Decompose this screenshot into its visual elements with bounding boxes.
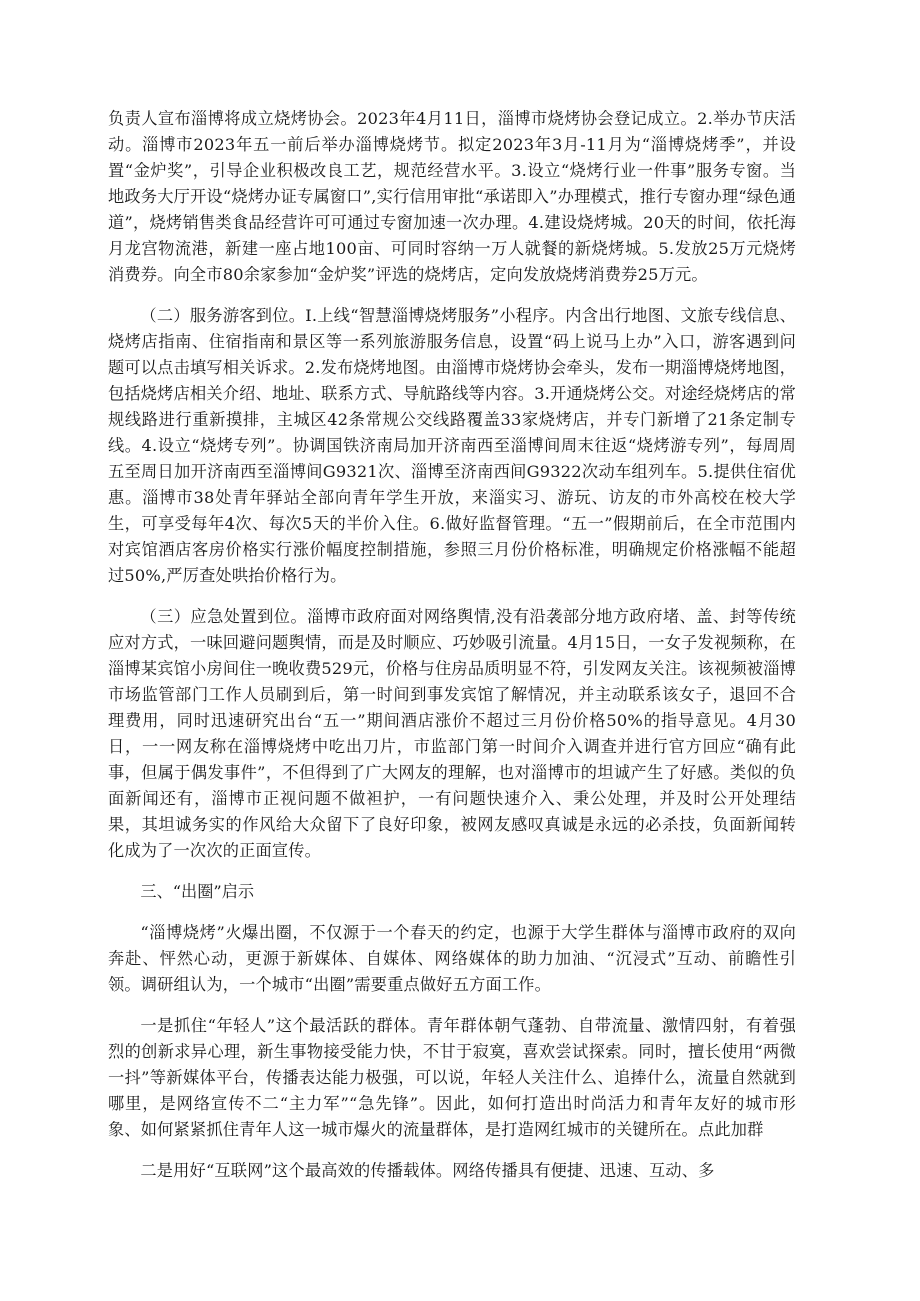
- document-page: [108, 106, 796, 1184]
- paragraph-gap: [108, 288, 796, 303]
- paragraph-internet: 二是用好“互联网”这个最高效的传播载体。网络传播具有便捷、迅速、互动、多: [140, 1161, 715, 1180]
- paragraph-festival-measures: 负责人宣布淄博将成立烧烤协会。2023年4月11日，淄博市烧烤协会登记成立。2.举办节庆活动。淄博市2023年五一前后举办淄博烧烤节。拟定2023年3月-11月为“淄博烧烤季”，并设置“金炉奖”，引导企业积极改良工艺，规范经营水平。3.设立“烧烤行业一件事”服务专窗。当地政务大厅开设“烧烤办证专属窗口”,实行信用审批“承诺即入”办理模式，推行专窗办理“绿色通道”，烧烤销售类食品经营许可可通过专窗加速一次办理。4.建设烧烤城。20天的时间，依托海月龙宫物流港，新建一座占地100亩、可同时容纳一万人就餐的新烧烤城。5.发放25万元烧烤消费券。向全市80余家参加“金炉奖”评选的烧烤店，定向发放烧烤消费券25万元。: [108, 109, 796, 284]
- paragraph-gap: [108, 998, 796, 1013]
- paragraph-young-people: 一是抓住“年轻人”这个最活跃的群体。青年群体朝气蓬勃、自带流量、激情四射，有着强烈的创新求异心理，新生事物接受能力快，不甘于寂寞，喜欢尝试探索。同时，擅长使用“两微一抖”等新媒体平台，传播表达能力极强，可以说，年轻人关注什么、追捧什么，流量自然就到哪里，是网络宣传不二“主力军”“急先锋”。因此，如何打造出时尚活力和青年友好的城市形象、如何紧紧抓住青年人这一城市爆火的流量群体，是打造网红城市的关键所在。点此加群: [108, 1016, 796, 1139]
- paragraph-gap: [108, 905, 796, 920]
- paragraph-tourist-service: （二）服务游客到位。I.上线“智慧淄博烧烤服务”小程序。内含出行地图、文旅专线信息、烧烤店指南、住宿指南和景区等一系列旅游服务信息，设置“码上说马上办”入口，游客遇到问题可以点击填写相关诉求。2.发布烧烤地图。由淄博市烧烤协会牵头，发布一期淄博烧烤地图，包括烧烤店相关介绍、地址、联系方式、导航路线等内容。3.开通烧烤公交。对途经烧烤店的常规线路进行重新摸排，主城区42条常规公交线路覆盖33家烧烤店，并专门新增了21条定制专线。4.设立“烧烤专列”。协调国铁济南局加开济南西至淄博间周末往返“烧烤游专列”，每周周五至周日加开济南西至淄博间G9321次、淄博至济南西间G9322次动车组列车。5.提供住宿优惠。淄博市38处青年驿站全部向青年学生开放，来淄实习、游玩、访友的市外高校在校大学生，可享受每年4次、每次5天的半价入住。6.做好监督管理。“五一”假期前后，在全市范围内对宾馆酒店客房价格实行涨价幅度控制措施，参照三月份价格标准，明确规定价格涨幅不能超过50%,严厉查处哄抬价格行为。: [108, 306, 796, 585]
- paragraph-gap: [108, 1143, 796, 1158]
- section-heading: 三、“出圈”启示: [140, 882, 255, 901]
- paragraph-gap: [108, 589, 796, 604]
- paragraph-emergency-response: （三）应急处置到位。淄博市政府面对网络舆情,没有沿袭部分地方政府堵、盖、封等传统应对方式，一味回避问题舆情，而是及时顺应、巧妙吸引流量。4月15日，一女子发视频称，在淄博某宾馆小房间住一晚收费529元，价格与住房品质明显不符，引发网友关注。该视频被淄博市场监管部门工作人员刷到后，第一时间到事发宾馆了解情况，并主动联系该女子，退回不合理费用，同时迅速研究出台“五一”期间酒店涨价不超过三月份价格50%的指导意见。4月30日，一一网友称在淄博烧烤中吃出刀片，市监部门第一时间介入调查并进行官方回应“确有此事，但属于偶发事件”，不但得到了广大网友的理解，也对淄博市的坦诚产生了好感。类似的负面新闻还有，淄博市正视问题不做袒护，一有问题快速介入、秉公处理，并及时公开处理结果，其坦诚务实的作风给大众留下了良好印象，被网友感叹真诚是永远的必杀技，负面新闻转化成为了一次次的正面宣传。: [108, 607, 796, 860]
- paragraph-breakout-intro: “淄博烧烤”火爆出圈，不仅源于一个春天的约定，也源于大学生群体与淄博市政府的双向奔赴、怦然心动，更源于新媒体、自媒体、网络媒体的助力加油、“沉浸式”互动、前瞻性引领。调研组认为，一个城市“出圈”需要重点做好五方面工作。: [108, 923, 796, 994]
- paragraph-gap: [108, 864, 796, 879]
